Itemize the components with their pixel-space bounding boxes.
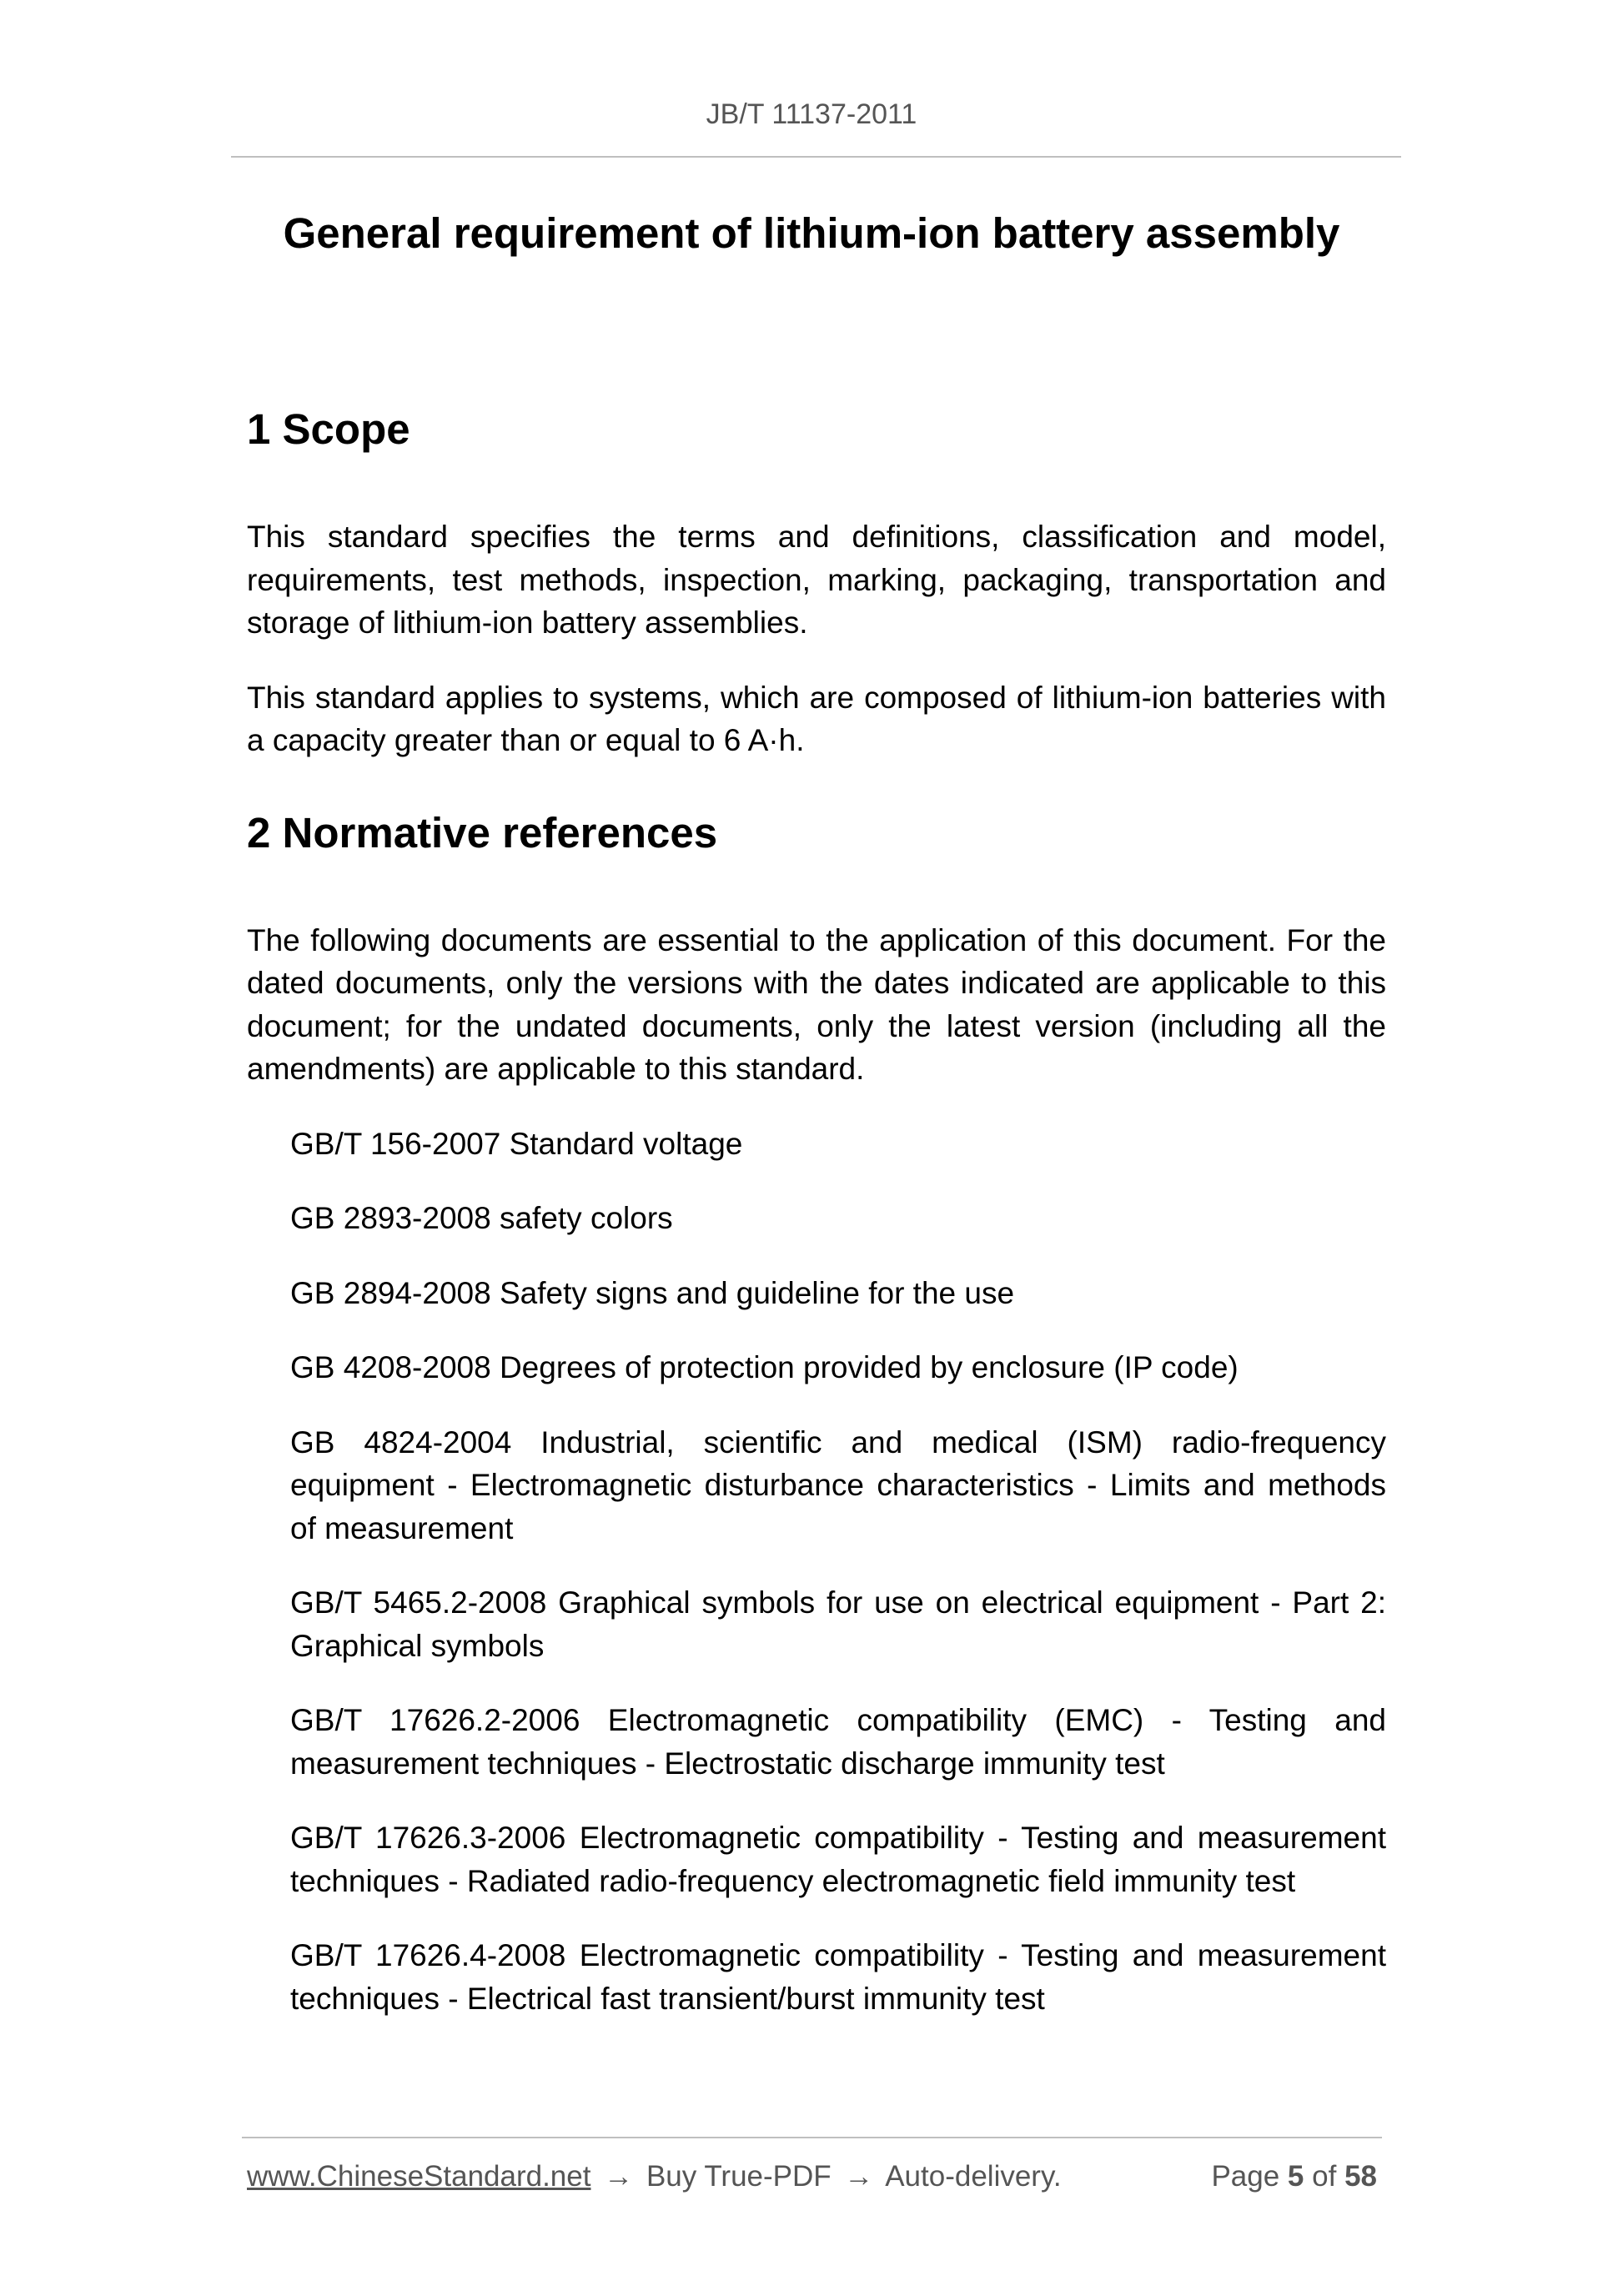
scope-paragraph: This standard applies to systems, which are composed of lithium-ion batteries with a capacity greater than or equal to 6 A·h.: [247, 680, 1386, 757]
header-document-code: JB/T 11137-2011: [706, 98, 917, 130]
page-indicator: [1211, 2160, 1377, 2193]
total-page-count: 58: [1344, 2160, 1377, 2193]
document-title: General requirement of lithium-ion battery assembly: [283, 209, 1340, 257]
reference-item: GB 2893-2008 safety colors: [290, 1201, 673, 1235]
reference-list: [247, 1123, 1386, 2021]
page-label: Page: [1211, 2160, 1280, 2193]
arrow-right-icon: →: [604, 2160, 634, 2193]
website-link[interactable]: www.ChineseStandard.net: [247, 2160, 591, 2193]
auto-delivery-text: Auto-delivery.: [885, 2160, 1062, 2193]
arrow-right-icon: →: [844, 2160, 874, 2193]
references-intro-paragraph: The following documents are essential to the application of this document. For the dated documents, only the versions with the dates indicated are applicable to this document; for the undated documents, only the latest version (including all the amendments) are applicable to this standard.: [247, 922, 1386, 1086]
header-divider: [231, 156, 1401, 158]
footer-left: [247, 2160, 1062, 2193]
current-page-number: 5: [1287, 2160, 1304, 2193]
page-content: [247, 400, 1386, 2052]
page-footer: [247, 2160, 1377, 2193]
buy-true-pdf-text: Buy True-PDF: [646, 2160, 832, 2193]
reference-item: GB 2894-2008 Safety signs and guideline for the use: [290, 1275, 1015, 1310]
reference-item: GB/T 17626.2-2006 Electromagnetic compatibility (EMC) - Testing and measurement techniques - Electrostatic discharge immunity test: [290, 1703, 1386, 1781]
reference-item: GB 4824-2004 Industrial, scientific and medical (ISM) radio-frequency equipment - Electromagnetic disturbance characteristics - Limits and methods of measurement: [290, 1424, 1386, 1545]
scope-paragraph: This standard specifies the terms and definitions, classification and model, requirements, test methods, inspection, marking, packaging, transportation and storage of lithium-ion battery assemblies.: [247, 520, 1386, 640]
section-heading-normative-references: 2 Normative references: [247, 808, 718, 857]
section-heading-scope: 1 Scope: [247, 405, 410, 453]
reference-item: GB/T 17626.3-2006 Electromagnetic compatibility - Testing and measurement techniques - Radiated radio-frequency electromagnetic field immunity test: [290, 1821, 1386, 1898]
reference-item: GB/T 156-2007 Standard voltage: [290, 1126, 743, 1161]
footer-divider: [242, 2137, 1382, 2138]
reference-item: GB 4208-2008 Degrees of protection provided by enclosure (IP code): [290, 1350, 1239, 1384]
reference-item: GB/T 17626.4-2008 Electromagnetic compatibility - Testing and measurement techniques - Electrical fast transient/burst immunity test: [290, 1938, 1386, 2016]
page-of-label: of: [1312, 2160, 1337, 2193]
reference-item: GB/T 5465.2-2008 Graphical symbols for use on electrical equipment - Part 2: Graphical symbols: [290, 1585, 1386, 1663]
